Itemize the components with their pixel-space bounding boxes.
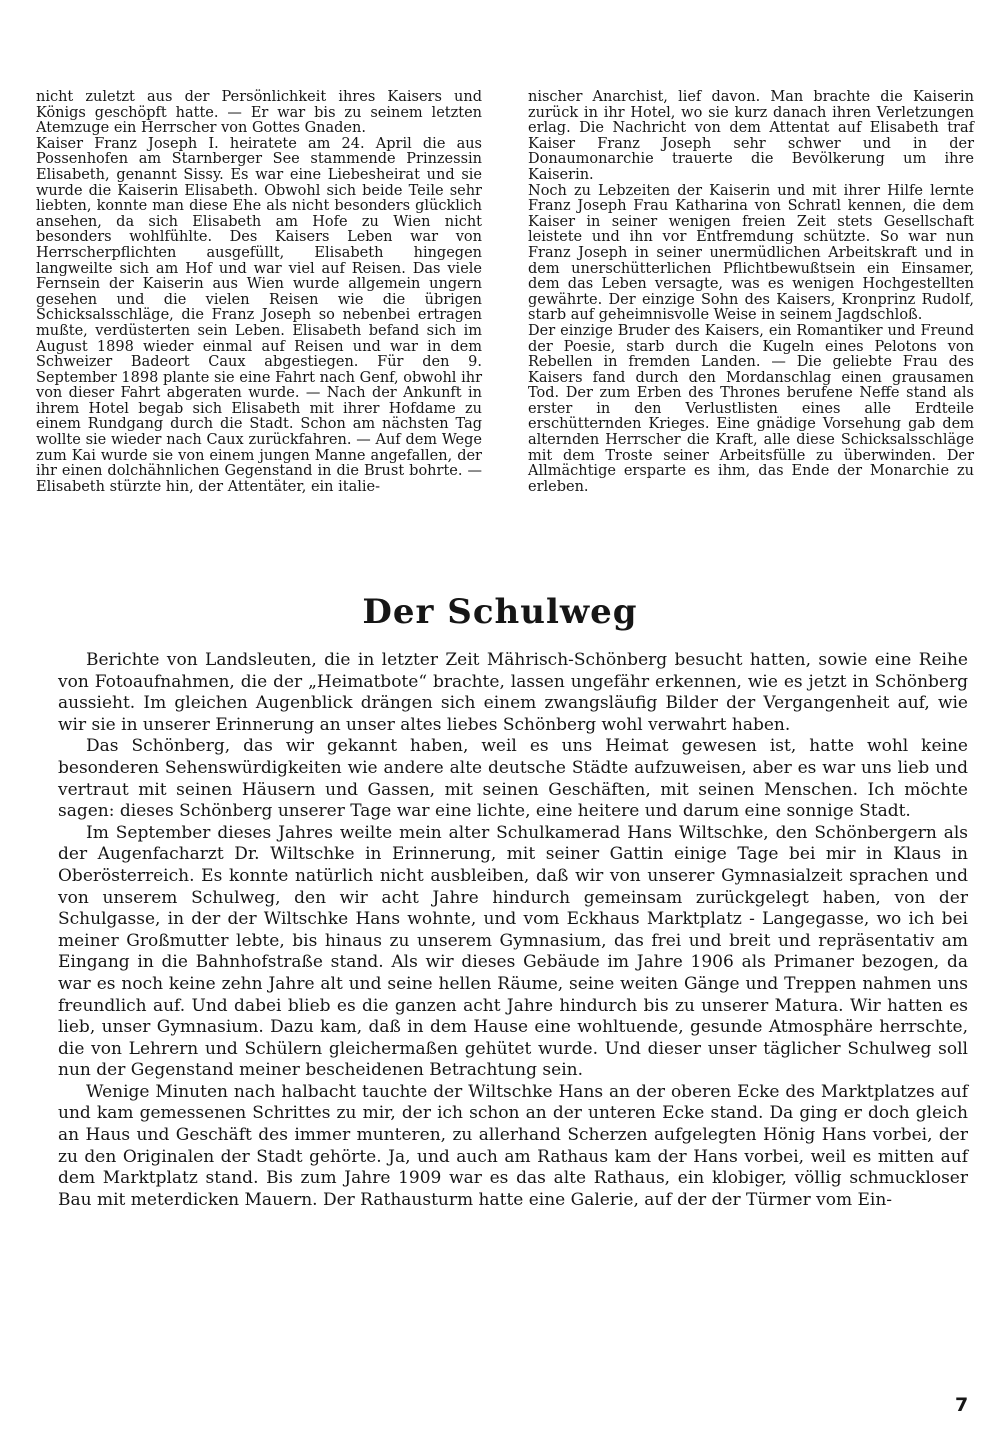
article-paragraph-1: Berichte von Landsleuten, die in letzter Zeit Mährisch-Schönberg besucht hatten, sowie eine Reihe von Fotoaufnahmen, die der „Heimatbote“ brachte, lassen ungefähr erkennen, wie es jetzt in Schönberg aussieht. Im gleichen Augenblick drängen sich einem zwangsläufig Bilder der Vergangenheit auf, wie wir sie in unserer Erinnerung an unser altes liebes Schönberg wohl verwahrt haben.	[58, 650, 968, 735]
column-right-paragraph-2: Noch zu Lebzeiten der Kaiserin und mit ihrer Hilfe lernte Franz Joseph Frau Katharina von Schratl kennen, die dem Kaiser in seiner wenigen freien Zeit stets Gesellschaft leistete und ihn vor Entfremdung schützte. So war nun Franz Joseph in seiner unermüdlichen Arbeitskraft und in dem unerschütterlichen Pflichtbewußtsein ein Einsamer, dem das Leben versagte, was es wenigen Hochgestellten gewährte. Der einzige Sohn des Kaisers, Kronprinz Rudolf, starb auf geheimnisvolle Weise in seinem Jagdschloß.	[528, 182, 974, 324]
column-left-paragraph-1: nicht zuletzt aus der Persönlichkeit ihres Kaisers und Königs geschöpft hatte. — Er war bis zu seinem letzten Atemzuge ein Herrscher von Gottes Gnaden.	[36, 89, 482, 137]
article-title: Der Schulweg	[362, 592, 638, 632]
article-paragraph-4: Wenige Minuten nach halbacht tauchte der Wiltschke Hans an der oberen Ecke des Marktplatzes auf und kam gemessenen Schrittes zu mir, der ich schon an der unteren Ecke stand. Da ging er doch gleich an Haus und Geschäft des immer munteren, zu allerhand Scherzen aufgelegten Hönig Hans vorbei, der zu den Originalen der Stadt gehörte. Ja, und auch am Rathaus kam der Hans vorbei, weil es mitten auf dem Marktplatz stand. Bis zum Jahre 1909 war es das alte Rathaus, ein klobiger, völlig schmuckloser Bau mit meterdicken Mauern. Der Rathausturm hatte eine Galerie, auf der der Türmer vom Ein-	[58, 1081, 968, 1210]
article-paragraph-3: Im September dieses Jahres weilte mein alter Schulkamerad Hans Wiltschke, den Schönbergern als der Augenfacharzt Dr. Wiltschke in Erinnerung, mit seiner Gattin einige Tage bei mir in Klaus in Oberösterreich. Es konnte natürlich nicht ausbleiben, daß wir von unserer Gymnasialzeit sprachen und von unserem Schulweg, den wir acht Jahre hindurch gemeinsam zurückgelegt haben, von der Schulgasse, in der der Wiltschke Hans wohnte, und vom Eckhaus Marktplatz - Langegasse, wo ich bei meiner Großmutter lebte, bis hinaus zu unserem Gymnasium, das frei und breit und repräsentativ am Eingang in die Bahnhofstraße stand. Als wir dieses Gebäude im Jahre 1906 als Primaner bezogen, da war es noch keine zehn Jahre alt und seine hellen Räume, seine weiten Gänge und Treppen nahmen uns freundlich auf. Und dabei blieb es die ganzen acht Jahre hindurch bis zu unserer Matura. Wir hatten es lieb, unser Gymnasium. Dazu kam, daß in dem Hause eine wohltuende, gesunde Atmosphäre herrschte, die von Lehrern und Schülern gleichermaßen gehütet wurde. Und dieser unser täglicher Schulweg soll nun der Gegenstand meiner bescheidenen Betrachtung sein.	[58, 822, 968, 1081]
column-right-paragraph-1: nischer Anarchist, lief davon. Man brachte die Kaiserin zurück in ihr Hotel, wo sie kurz danach ihren Verletzungen erlag. Die Nachricht von dem Attentat auf Elisabeth traf Kaiser Franz Joseph sehr schwer und in der Donaumonarchie trauerte die Bevölkerung um ihre Kaiserin.	[528, 89, 974, 183]
column-left-paragraph-2: Kaiser Franz Joseph I. heiratete am 24. April die aus Possenhofen am Starnberger See stammende Prinzessin Elisabeth, genannt Sissy. Es war eine Liebesheirat und sie wurde die Kaiserin Elisabeth. Obwohl sich beide Teile sehr liebten, konnte man diese Ehe als nicht besonders glücklich ansehen, da sich Elisabeth am Hofe zu Wien nicht besonders wohlfühlte. Des Kaisers Leben war von Herrscherpflichten ausgefüllt, Elisabeth hingegen langweilte sich am Hof und war viel auf Reisen. Das viele Fernsein der Kaiserin aus Wien wurde allgemein ungern gesehen und die vielen Reisen wie die übrigen Schicksalsschläge, die Franz Joseph so nebenbei ertragen mußte, verdüsterten sein Leben. Elisabeth befand sich im August 1898 wieder einmal auf Reisen und war in dem Schweizer Badeort Caux abgestiegen. Für den 9. September 1898 plante sie eine Fahrt nach Genf, obwohl ihr von dieser Fahrt abgeraten wurde. — Nach der Ankunft in ihrem Hotel begab sich Elisabeth mit ihrer Hofdame zu einem Rundgang durch die Stadt. Schon am nächsten Tag wollte sie wieder nach Caux zurückfahren. — Auf dem Wege zum Kai wurde sie von einem jungen Manne angefallen, der ihr einen dolchähnlichen Gegenstand in die Brust bohrte. — Elisabeth stürzte hin, der Attentäter, ein italie-	[36, 135, 482, 495]
column-left	[36, 90, 482, 495]
article-paragraph-2: Das Schönberg, das wir gekannt haben, weil es uns Heimat gewesen ist, hatte wohl keine besonderen Sehenswürdigkeiten wie andere alte deutsche Städte aufzuweisen, aber es war uns lieb und vertraut mit seinen Häusern und Gassen, mit seinen Geschäften, mit seinen Menschen. Ich möchte sagen: dieses Schönberg unserer Tage war eine lichte, eine heitere und darum eine sonnige Stadt.	[58, 736, 968, 822]
page-number: 7	[955, 1394, 969, 1416]
column-right	[528, 90, 974, 495]
column-right-paragraph-3: Der einzige Bruder des Kaisers, ein Romantiker und Freund der Poesie, starb durch die Kugeln eines Pelotons von Rebellen in fremden Landen. — Die geliebte Frau des Kaisers fand durch den Mordanschlag einen grausamen Tod. Der zum Erben des Thrones berufene Neffe stand als erster in den Verlustlisten eines alle Erdteile erschütternden Krieges. Eine gnädige Vorsehung gab dem alternden Herrscher die Kraft, alle diese Schicksalsschläge mit dem Troste seiner Arbeitsfülle zu überwinden. Der Allmächtige ersparte es ihm, das Ende der Monarchie zu erleben.	[528, 322, 974, 495]
article-body	[58, 650, 968, 1211]
